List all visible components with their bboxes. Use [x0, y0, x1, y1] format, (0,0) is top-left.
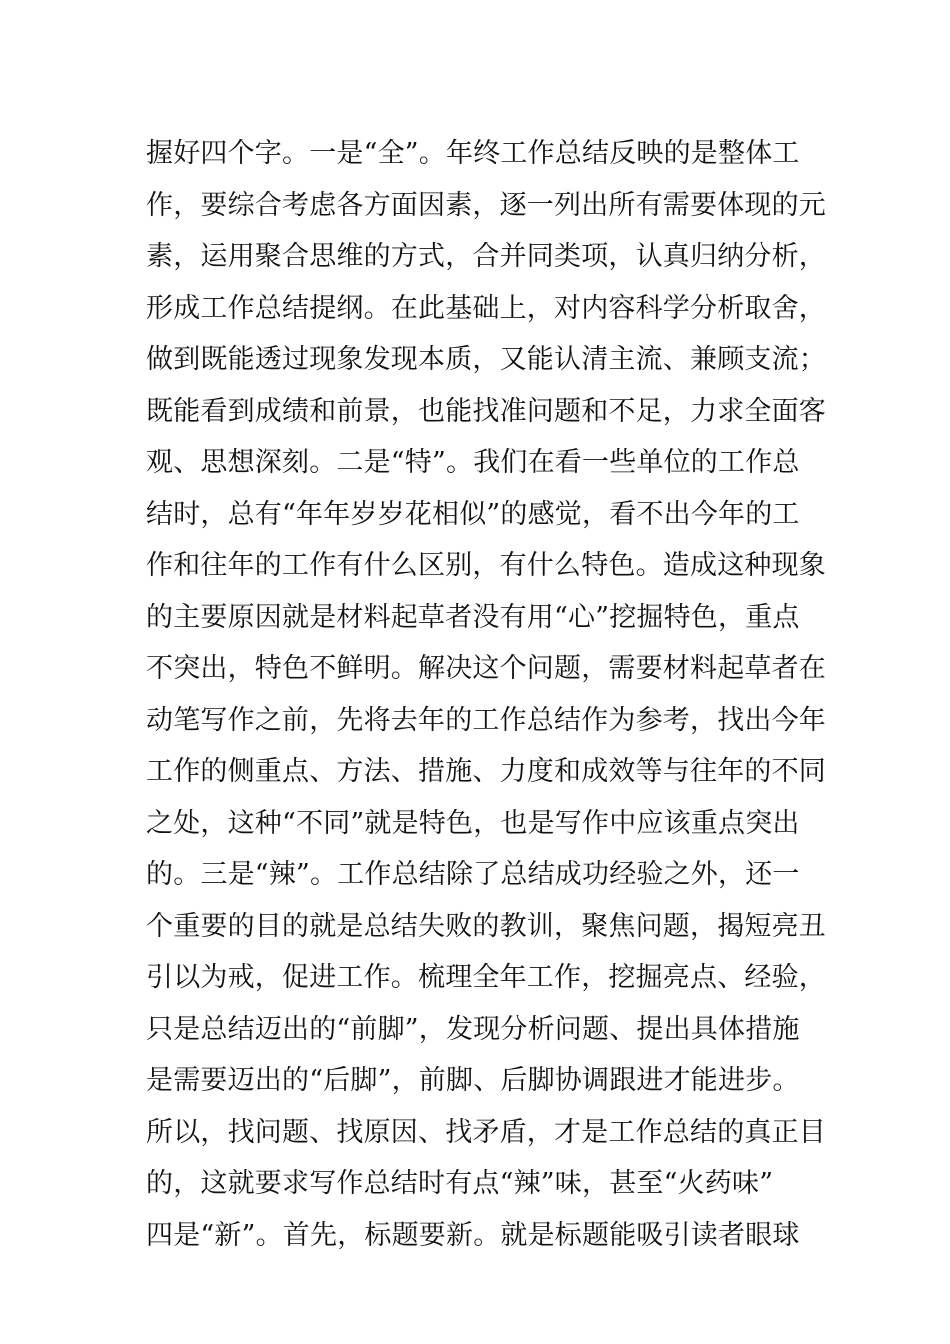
text-line: 只是总结迈出的“前脚”，发现分析问题、提出具体措施 [146, 1013, 800, 1045]
text-line: 工作的侧重点、方法、措施、力度和成效等与往年的不同 [146, 756, 826, 787]
text-line: 作，要综合考虑各方面因素，逐一列出所有需要体现的元 [146, 189, 826, 221]
text-line: 结时，总有“年年岁岁花相似”的感觉，看不出今年的工 [146, 498, 800, 530]
text-line: 四是“新”。首先，标题要新。就是标题能吸引读者眼球 [146, 1219, 800, 1251]
text-line: 是需要迈出的“后脚”，前脚、后脚协调跟进才能进步。 [146, 1065, 800, 1096]
text-line: 引以为戒，促进工作。梳理全年工作，挖掘亮点、经验， [146, 962, 826, 993]
text-line: 做到既能透过现象发现本质，又能认清主流、兼顾支流； [146, 344, 826, 375]
text-line: 之处，这种“不同”就是特色，也是写作中应该重点突出 [146, 807, 800, 839]
text-line: 形成工作总结提纲。在此基础上，对内容科学分析取舍， [146, 292, 826, 324]
text-line: 的，这就要求写作总结时有点“辣”味，甚至“火药味” [146, 1168, 774, 1199]
text-line: 观、思想深刻。二是“特”。我们在看一些单位的工作总 [146, 447, 800, 478]
text-line: 不突出，特色不鲜明。解决这个问题，需要材料起草者在 [146, 653, 826, 684]
text-line: 个重要的目的就是总结失败的教训，聚焦问题，揭短亮丑 [146, 910, 826, 942]
text-line: 的主要原因就是材料起草者没有用“心”挖掘特色，重点 [146, 601, 800, 633]
text-line: 握好四个字。一是“全”。年终工作总结反映的是整体工 [146, 138, 800, 169]
text-line: 所以，找问题、找原因、找矛盾，才是工作总结的真正目 [146, 1116, 826, 1148]
text-line: 作和往年的工作有什么区别，有什么特色。造成这种现象 [146, 550, 826, 581]
text-line: 动笔写作之前，先将去年的工作总结作为参考，找出今年 [146, 704, 826, 736]
text-line: 素，运用聚合思维的方式，合并同类项，认真归纳分析， [146, 241, 826, 272]
text-line: 的。三是“辣”。工作总结除了总结成功经验之外，还一 [146, 859, 800, 890]
text-line: 既能看到成绩和前景，也能找准问题和不足，力求全面客 [146, 395, 826, 427]
body-text [146, 128, 826, 1261]
